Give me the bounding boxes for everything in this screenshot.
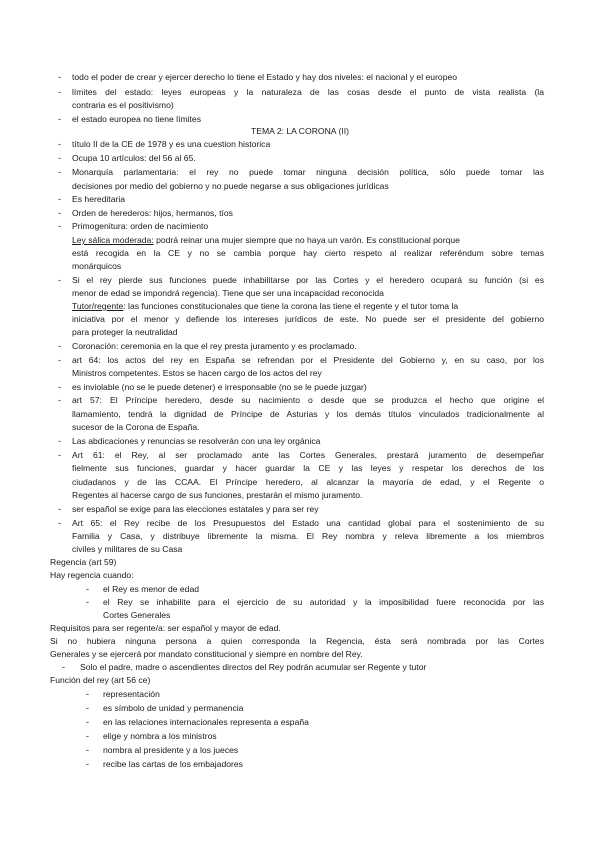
- intro-line: contraria es el positivismo): [72, 100, 174, 110]
- body-line: ciudadanos y de las CCAA. El Príncipe heredero, al alcanzar la mayoría de edad, y el Regente o: [72, 477, 544, 487]
- body-line: llamamiento, tendrá la dignidad de Príncipe de Asturias y los demás títulos vinculados tradicionalmente al: [72, 409, 544, 419]
- body-line: es inviolable (no se le puede detener) e irresponsable (no se le puede juzgar): [72, 382, 367, 392]
- body-line: iniciativa por el menor y defiende los intereses jurídicos de este. No puede ser el presidente del gobierno: [72, 314, 544, 324]
- tutor-line: [72, 300, 458, 313]
- bullet-dash: -: [58, 450, 61, 460]
- regencia-paragraph: Generales y se ejercerá por mandato constitucional y siempre en nombre del Rey.: [50, 649, 363, 659]
- regencia-item: Cortes Generales: [103, 610, 171, 620]
- bullet-dash: -: [58, 139, 61, 149]
- section-title: TEMA 2: LA CORONA (II): [251, 126, 349, 136]
- bullet-dash: -: [86, 703, 89, 713]
- tutor-term: Tutor/regente: [72, 301, 124, 311]
- bullet-dash: -: [58, 167, 61, 177]
- regencia-cuando: Hay regencia cuando:: [50, 570, 134, 580]
- funcion-item: es símbolo de unidad y permanencia: [103, 703, 244, 713]
- bullet-dash: -: [86, 689, 89, 699]
- bullet-dash: -: [86, 584, 89, 594]
- regencia-solo: Solo el padre, madre o ascendientes directos del Rey podrán acumular ser Regente y tutor: [80, 662, 427, 672]
- body-line: Si el rey pierde sus funciones puede inhabilitarse por las Cortes y el heredero ocupará su función (si es: [72, 275, 544, 285]
- bullet-dash: -: [58, 208, 61, 218]
- intro-line: el estado europea no tiene límites: [72, 114, 201, 124]
- funcion-item: nombra al presidente y a los jueces: [103, 745, 239, 755]
- ley-salica-text: podrá reinar una mujer siempre que no haya un varón. Es constitucional porque: [153, 235, 460, 245]
- ley-salica-line: [72, 234, 460, 247]
- regencia-heading: Regencia (art 59): [50, 557, 117, 567]
- bullet-dash: -: [86, 745, 89, 755]
- body-line: Ministros competentes. Estos se hacen cargo de los actos del rey: [72, 368, 322, 378]
- bullet-dash: -: [58, 382, 61, 392]
- bullet-dash: -: [58, 395, 61, 405]
- bullet-dash: -: [86, 759, 89, 769]
- funcion-item: representación: [103, 689, 160, 699]
- bullet-dash: -: [58, 275, 61, 285]
- body-line: Familia y Casa, y distribuye libremente la misma. El Rey nombra y releva libremente a los miembros: [72, 531, 544, 541]
- body-line: Regentes al hacerse cargo de sus funciones, prestarán el mismo juramento.: [72, 490, 363, 500]
- body-line: art 57: El Príncipe heredero, desde su nacimiento o desde que se produzca el hecho que origine el: [72, 395, 544, 405]
- body-line: Es hereditaria: [72, 194, 126, 204]
- bullet-dash: -: [58, 221, 61, 231]
- body-line: título II de la CE de 1978 y es una cuestion historica: [72, 139, 271, 149]
- regencia-requisitos: Requisitos para ser regente/a: ser español y mayor de edad.: [50, 623, 281, 633]
- bullet-dash: -: [58, 436, 61, 446]
- bullet-dash: -: [58, 341, 61, 351]
- body-line: Primogenitura: orden de nacimiento: [72, 221, 209, 231]
- bullet-dash: -: [58, 153, 61, 163]
- body-line: Ocupa 10 artículos: del 56 al 65.: [72, 153, 196, 163]
- body-line: menor de edad se impondrá regencia). Tiene que ser una incapacidad reconocida: [72, 288, 384, 298]
- body-line: fielmente sus funciones, guardar y hacer guardar la CE y las leyes y respetar los derechos de los: [72, 463, 544, 473]
- body-line: decisiones por medio del gobierno y no puede negarse a sus obligaciones jurídicas: [72, 181, 389, 191]
- funcion-heading: Función del rey (art 56 ce): [50, 675, 151, 685]
- bullet-dash: -: [58, 114, 61, 124]
- intro-line: límites del estado: leyes europeas y la naturaleza de las cosas desde el punto de vista realista (la: [72, 87, 544, 97]
- bullet-dash: -: [58, 504, 61, 514]
- ley-salica-term: Ley sálica moderada:: [72, 235, 154, 245]
- funcion-item: en las relaciones internacionales representa a españa: [103, 717, 309, 727]
- bullet-dash: -: [86, 597, 89, 607]
- tutor-text: : las funciones constitucionales que tiene la corona las tiene el regente y el tutor toma la: [123, 301, 459, 311]
- body-line: está recogida en la CE y no se cambia porque hay cierto respeto al realizar referéndum sobre temas: [72, 248, 544, 258]
- body-line: Monarquía parlamentaria: el rey no puede tomar ninguna decisión política, sólo puede tomar las: [72, 167, 544, 177]
- funcion-item: recibe las cartas de los embajadores: [103, 759, 243, 769]
- body-line: monárquicos: [72, 261, 122, 271]
- bullet-dash: -: [58, 194, 61, 204]
- bullet-dash: -: [86, 731, 89, 741]
- bullet-dash: -: [62, 662, 65, 672]
- body-line: sucesor de la Corona de España.: [72, 422, 200, 432]
- intro-line: todo el poder de crear y ejercer derecho lo tiene el Estado y hay dos niveles: el nacional y el europeo: [72, 72, 458, 82]
- regencia-item: el Rey es menor de edad: [103, 584, 200, 594]
- bullet-dash: -: [58, 355, 61, 365]
- body-line: civiles y militares de su Casa: [72, 544, 183, 554]
- body-line: Coronación: ceremonia en la que el rey presta juramento y es proclamado.: [72, 341, 357, 351]
- body-line: para proteger la neutralidad: [72, 327, 178, 337]
- body-line: Orden de herederos: hijos, hermanos, tíos: [72, 208, 233, 218]
- bullet-dash: -: [86, 717, 89, 727]
- body-line: ser español se exige para las elecciones estatales y para ser rey: [72, 504, 319, 514]
- body-line: Art 61: el Rey, al ser proclamado ante las Cortes Generales, prestará juramento de desempeñar: [72, 450, 544, 460]
- bullet-dash: -: [58, 518, 61, 528]
- bullet-dash: -: [58, 87, 61, 97]
- body-line: art 64: los actos del rey en España se refrendan por el Presidente del Gobierno y, en su caso, por los: [72, 355, 544, 365]
- regencia-item: el Rey se inhabilite para el ejercicio de su autoridad y la imposibilidad fuere reconocida por las: [103, 597, 544, 607]
- funcion-item: elige y nombra a los ministros: [103, 731, 217, 741]
- body-line: Las abdicaciones y renuncias se resolverán con una ley orgánica: [72, 436, 321, 446]
- body-line: Art 65: el Rey recibe de los Presupuestos del Estado una cantidad global para el sostenimiento de su: [72, 518, 544, 528]
- regencia-paragraph: Si no hubiera ninguna persona a quien corresponda la Regencia, ésta será nombrada por las Cortes: [50, 636, 544, 646]
- bullet-dash: -: [58, 72, 61, 82]
